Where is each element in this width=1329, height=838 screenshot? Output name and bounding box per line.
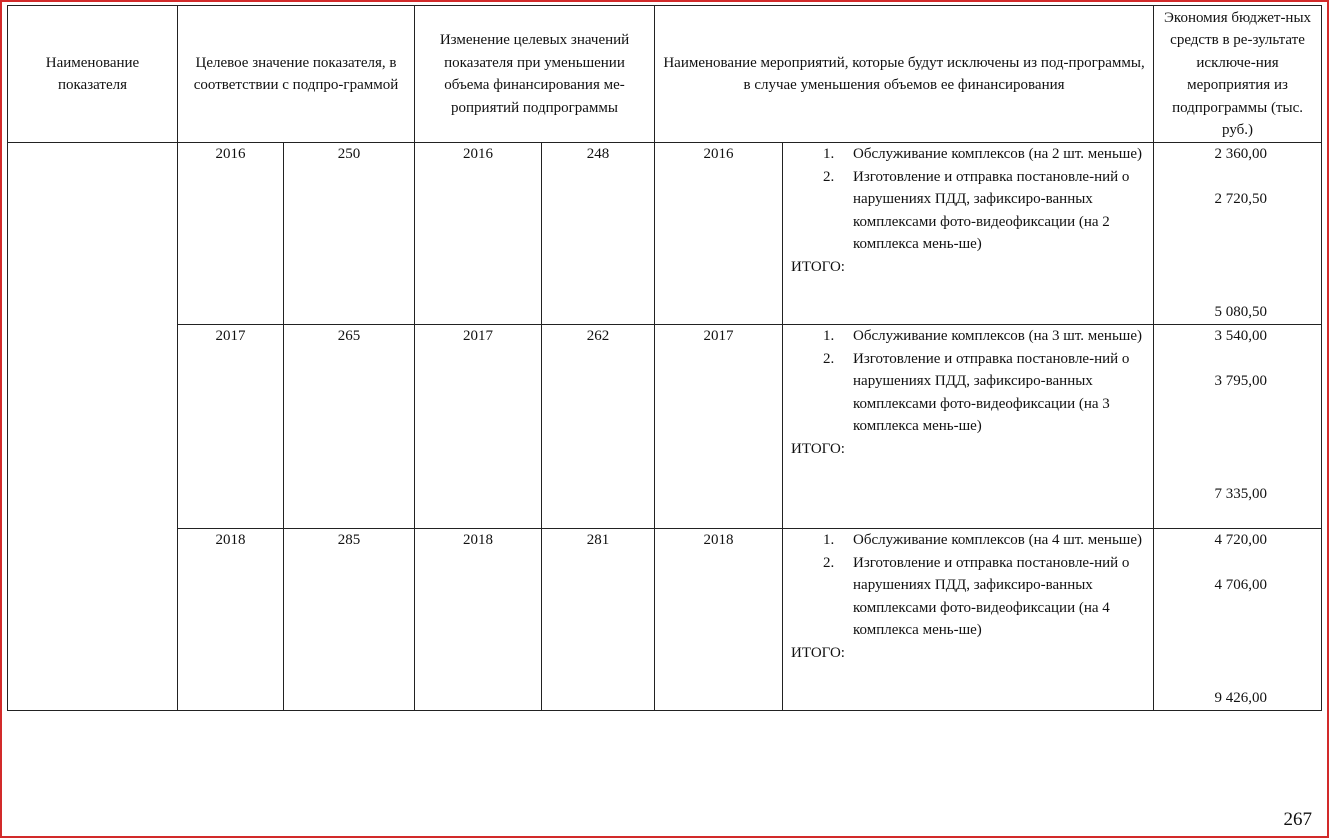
event-item: [823, 348, 1145, 438]
event-text: Обслуживание комплексов (на 2 шт. меньше): [853, 146, 1143, 162]
total-value: 5 080,50: [1214, 303, 1268, 320]
amount-value: 3 795,00: [1214, 373, 1268, 389]
event-item: [823, 325, 1145, 348]
events-cell: [783, 529, 1154, 711]
year-cell: 2017: [655, 325, 783, 529]
event-text: Обслуживание комплексов (на 4 шт. меньше): [853, 532, 1143, 548]
event-number: 2.: [823, 168, 835, 185]
total-label: ИТОГО:: [791, 440, 845, 457]
amount-value: 3 540,00: [1214, 328, 1268, 344]
amount-value: 2 720,50: [1214, 191, 1268, 207]
event-item: [823, 166, 1145, 256]
events-cell: [783, 143, 1154, 325]
year-cell: 2016: [178, 143, 284, 325]
amount-value: 4 720,00: [1214, 532, 1268, 548]
event-text: Изготовление и отправка постановле-ний о нарушениях ПДД, зафиксиро-ванных комплексами фото-видеофиксации (на 4 комплекса мень-ше): [853, 554, 1130, 638]
event-item: [823, 529, 1145, 552]
value-cell: 248: [542, 143, 655, 325]
header-row: [8, 6, 1322, 143]
event-number: 2.: [823, 350, 835, 367]
header-target-value: Целевое значение показателя, в соответствии с подпро-граммой: [178, 6, 415, 143]
indicator-table: [7, 5, 1322, 711]
year-cell: 2018: [655, 529, 783, 711]
events-cell: [783, 325, 1154, 529]
header-savings: Экономия бюджет-ных средств в ре-зультате исключе-ния мероприятия из подпрограммы (тыс. руб.): [1154, 6, 1322, 143]
header-target-change: Изменение целевых значений показателя при уменьшении объема финансирования ме-роприятий подпрограммы: [415, 6, 655, 143]
total-label: ИТОГО:: [791, 258, 845, 275]
savings-cell: [1154, 529, 1322, 711]
value-cell: 250: [284, 143, 415, 325]
value-cell: 285: [284, 529, 415, 711]
year-cell: 2017: [415, 325, 542, 529]
event-text: Обслуживание комплексов (на 3 шт. меньше): [853, 328, 1143, 344]
amount-value: 2 360,00: [1214, 146, 1268, 162]
value-cell: 281: [542, 529, 655, 711]
event-number: 1.: [823, 532, 835, 548]
page-number: 267: [1283, 809, 1312, 830]
value-cell: 265: [284, 325, 415, 529]
event-number: 1.: [823, 146, 835, 162]
event-number: 2.: [823, 554, 835, 571]
year-cell: 2018: [178, 529, 284, 711]
table-row-2017: [8, 325, 1322, 529]
table-row-2018: [8, 529, 1322, 711]
indicator-name-cell: [8, 143, 178, 711]
table-row-2016: [8, 143, 1322, 325]
savings-cell: [1154, 143, 1322, 325]
year-cell: 2017: [178, 325, 284, 529]
total-label: ИТОГО:: [791, 644, 845, 661]
total-value: 7 335,00: [1214, 485, 1268, 502]
year-cell: 2018: [415, 529, 542, 711]
total-value: 9 426,00: [1214, 689, 1268, 706]
header-events: Наименование мероприятий, которые будут исключены из под-программы, в случае уменьшения объемов ее финансирования: [655, 6, 1154, 143]
event-text: Изготовление и отправка постановле-ний о нарушениях ПДД, зафиксиро-ванных комплексами фото-видеофиксации (на 2 комплекса мень-ше): [853, 168, 1130, 252]
event-text: Изготовление и отправка постановле-ний о нарушениях ПДД, зафиксиро-ванных комплексами фото-видеофиксации (на 3 комплекса мень-ше): [853, 350, 1130, 434]
event-number: 1.: [823, 328, 835, 344]
year-cell: 2016: [655, 143, 783, 325]
event-item: [823, 552, 1145, 642]
year-cell: 2016: [415, 143, 542, 325]
event-item: [823, 143, 1145, 166]
header-indicator-name: Наименование показателя: [8, 6, 178, 143]
value-cell: 262: [542, 325, 655, 529]
amount-value: 4 706,00: [1214, 577, 1268, 593]
savings-cell: [1154, 325, 1322, 529]
